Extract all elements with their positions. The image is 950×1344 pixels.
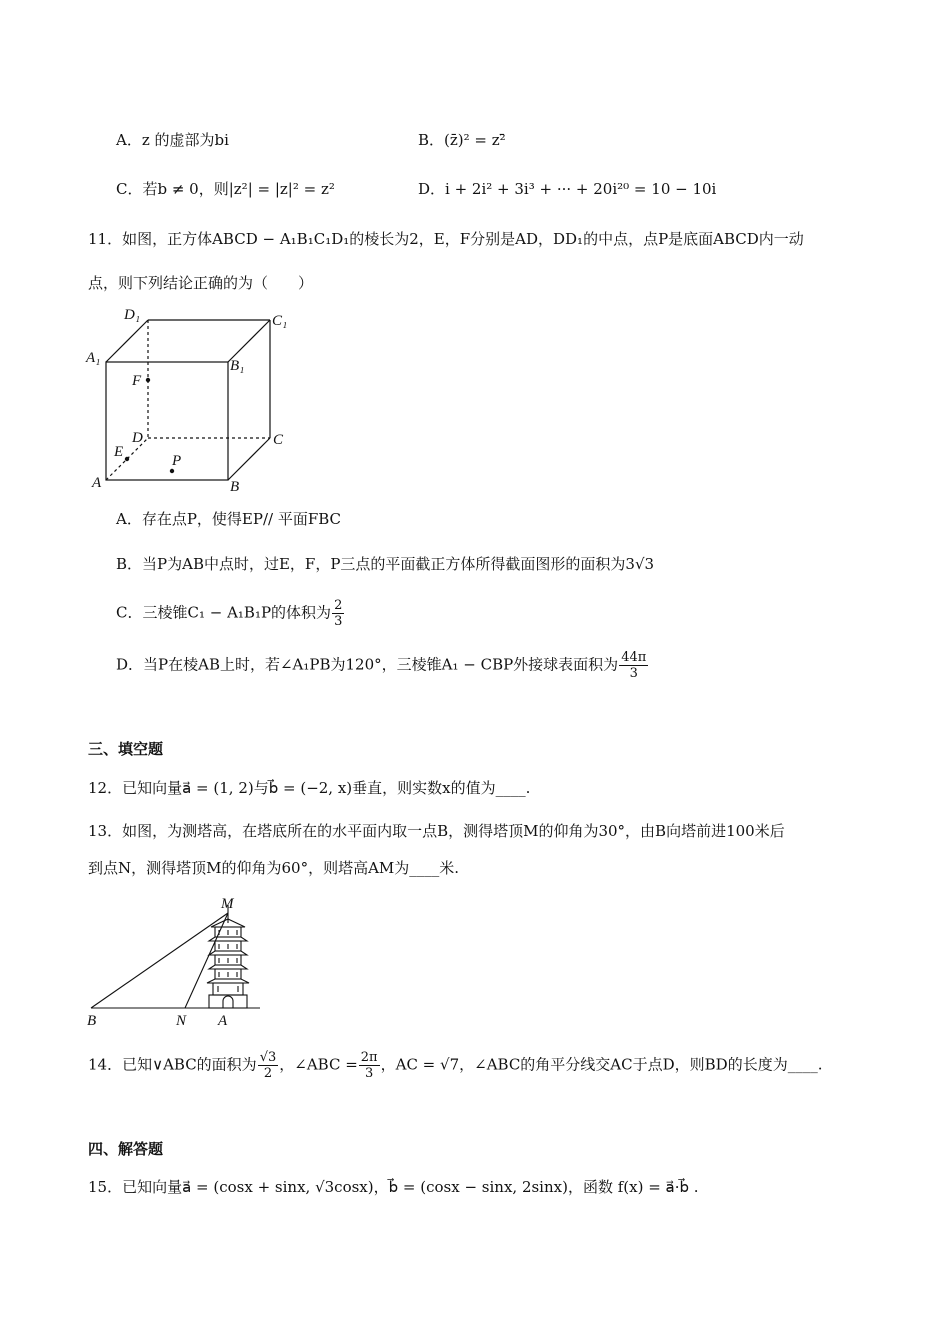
label-a1: A₁ [86, 350, 101, 366]
label-c: C [273, 432, 284, 448]
q10-option-c: C．若b ≠ 0，则|z²| = |z|² = z² [116, 180, 335, 198]
pagoda-icon [207, 905, 249, 1008]
q12-text: 12．已知向量a⃗ = (1, 2)与b⃗ = (−2, x)垂直，则实数x的值为____. [88, 779, 531, 797]
cube-figure [80, 300, 310, 500]
label-e: E [114, 444, 124, 460]
label-d1: D₁ [124, 307, 141, 323]
sightline-bm [91, 913, 228, 1008]
label-d: D [132, 430, 143, 446]
point-p [170, 469, 174, 473]
q10-option-d: D．i + 2i² + 3i³ + ··· + 20i²⁰ = 10 − 10i [418, 180, 717, 198]
q14-fraction-area: $\frac{√3}{2}$ [259, 1050, 277, 1081]
q14-part3: ，AC = √7，∠ABC的角平分线交AC于点D，则BD的长度为____. [380, 1055, 823, 1074]
label-b: B [87, 1013, 97, 1028]
section-3-title: 三、填空题 [88, 740, 164, 758]
q11-option-d-text: D．当P在棱AB上时，若∠A₁PB为120°，三棱锥A₁ − CBP外接球表面积为 [116, 655, 619, 674]
q10-option-b: B．(z̄)² = z²̄ [418, 131, 506, 149]
q13-stem-line1: 13．如图，为测塔高，在塔底所在的水平面内取一点B，测得塔顶M的仰角为30°，由B向塔前进100米后 [88, 822, 785, 840]
label-p: P [172, 453, 182, 469]
q14-fraction-angle: $\frac{2\pi}{3}$ [360, 1050, 378, 1081]
tower-figure [85, 893, 265, 1028]
section-4-title: 四、解答题 [88, 1140, 164, 1158]
q11-option-d [116, 650, 649, 681]
q11-option-b: B．当P为AB中点时，过E，F，P三点的平面截正方体所得截面图形的面积为3√3 [116, 555, 655, 573]
q14-part2: ，∠ABC = [279, 1055, 358, 1074]
q10-option-a: A．z 的虚部为bi [116, 131, 229, 149]
edge-bc [228, 438, 270, 480]
q13-stem-line2: 到点N，测得塔顶M的仰角为60°，则塔高AM为____米. [88, 859, 460, 877]
q11-option-c-text: C．三棱锥C₁ − A₁B₁P的体积为 [116, 603, 332, 622]
q11-stem-line2: 点，则下列结论正确的为（ ） [88, 274, 314, 292]
label-n: N [176, 1013, 187, 1028]
q11-option-c-fraction: $\frac{2}{3}$ [334, 598, 343, 629]
q14-text [88, 1050, 822, 1081]
label-c1: C₁ [272, 313, 288, 329]
label-a: A [218, 1013, 228, 1028]
label-f: F [132, 373, 142, 389]
q14-part1: 14．已知∨ABC的面积为 [88, 1055, 257, 1074]
point-e [125, 457, 129, 461]
q11-stem-line1: 11．如图，正方体ABCD − A₁B₁C₁D₁的棱长为2，E，F分别是AD，DD₁的中点，点P是底面ABCD内一动 [88, 230, 804, 248]
q11-option-a: A．存在点P，使得EP// 平面FBC [116, 510, 342, 528]
q11-option-d-fraction: $\frac{44\pi}{3}$ [621, 650, 647, 681]
q11-option-c [116, 598, 345, 629]
label-m: M [221, 896, 234, 912]
edge-a1d1 [106, 320, 148, 362]
point-f [146, 378, 150, 382]
edge-b1c1 [228, 320, 270, 362]
q15-text: 15．已知向量a⃗ = (cosx + sinx, √3cosx)，b⃗ = (cosx − sinx, 2sinx)，函数 f(x) = a⃗·b⃗ . [88, 1178, 699, 1196]
label-a: A [92, 475, 102, 491]
label-b: B [230, 479, 240, 495]
label-b1: B₁ [230, 358, 245, 374]
